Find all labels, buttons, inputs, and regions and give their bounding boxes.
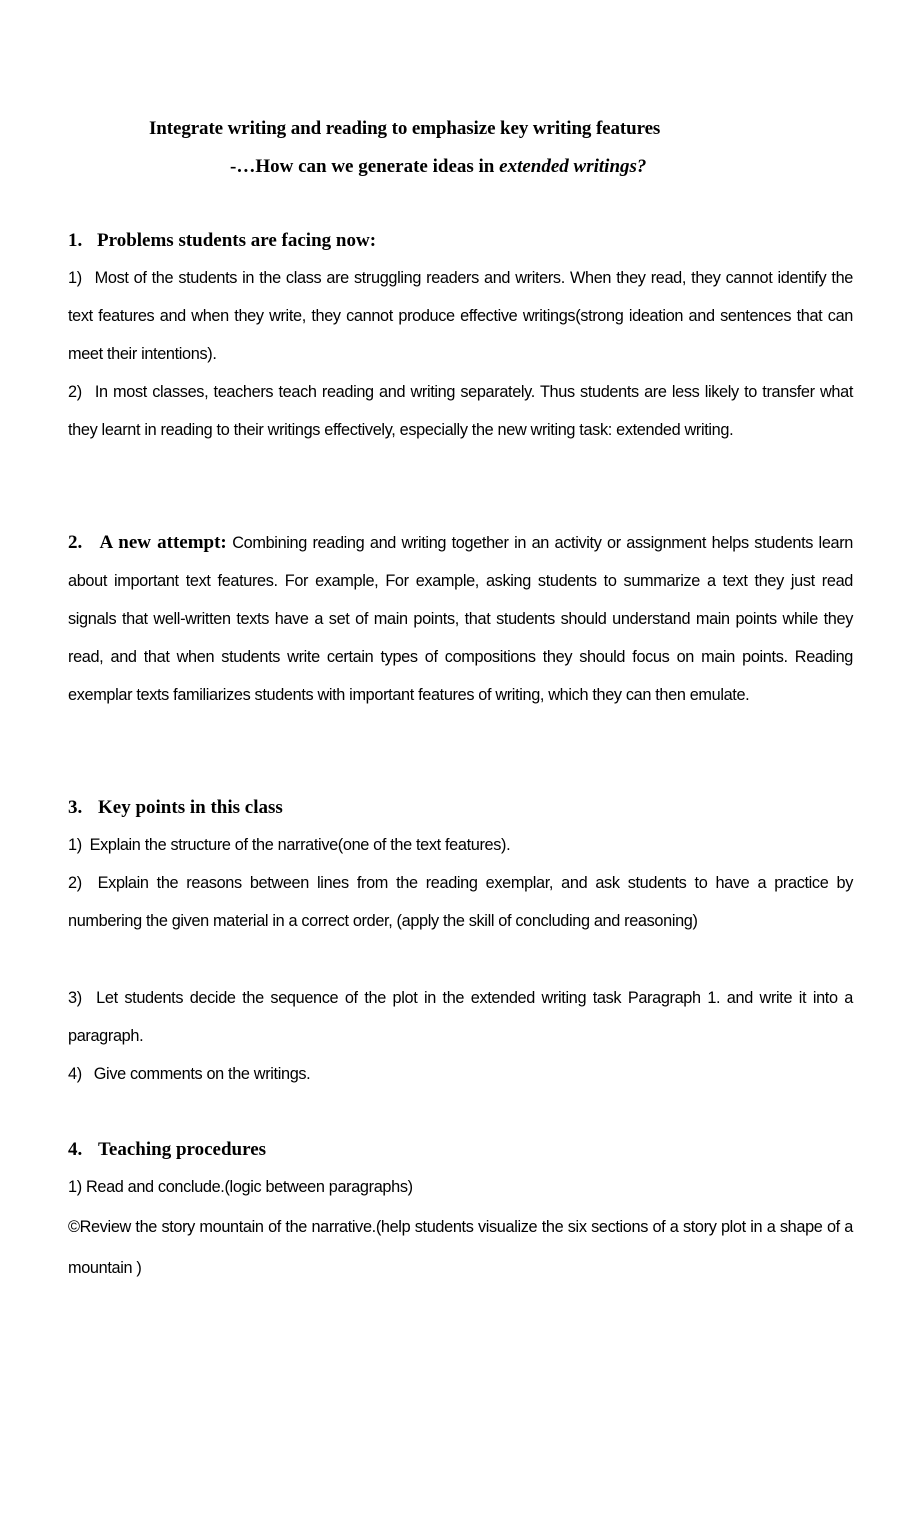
section-3-heading [68,796,283,820]
section-number: 1. [68,230,83,251]
section-3-item-1: 1) Explain the structure of the narrative(one of the text features). [68,836,511,854]
section-1-item-1 [68,259,853,373]
section-2-body [68,524,853,714]
section-2-heading [68,532,227,553]
document-title: Integrate writing and reading to emphasize key writing features [149,118,661,139]
section-body-text: Combining reading and writing together in an activity or assignment helps students learn about important text features. For example, For example, asking students to summarize a text they just read signals that well-written texts have a set of main points, that students should understand main points while they read, and that when students write certain types of compositions they should focus on main points. Reading exemplar texts familiarizes students with important features of writing, which they can then emulate. [68,534,854,704]
section-number: 3. [68,797,83,818]
list-item: ©Review the story mountain of the narrative.(help students visualize the six sections of a story plot in a shape of a mountain ) [68,1218,853,1277]
section-4-heading [68,1138,266,1162]
list-item: 3) Let students decide the sequence of the plot in the extended writing task Paragraph 1. and write it into a paragraph. [68,989,853,1045]
subtitle-italic: extended writings? [499,156,647,177]
section-1-item-2 [68,373,853,449]
section-3-item-4: 4) Give comments on the writings. [68,1065,311,1083]
section-heading-text: Key points in this class [98,797,283,818]
section-heading-text: Teaching procedures [98,1139,267,1160]
list-item: 2) Explain the reasons between lines from the reading exemplar, and ask students to have a practice by numbering the given material in a correct order, (apply the skill of concluding and reasoning) [68,874,853,930]
section-heading-text: Problems students are facing now: [97,230,377,251]
section-4-item-2 [68,1207,853,1289]
section-1-heading [68,229,376,253]
section-3-item-3 [68,979,853,1055]
section-heading-text: A new attempt: [99,532,227,553]
list-item: 2) In most classes, teachers teach reading and writing separately. Thus students are less likely to transfer what they learnt in reading to their writings effectively, especially the new writing task: extended writing. [68,383,853,439]
section-3-item-2 [68,864,853,940]
document-subtitle [230,155,646,179]
subtitle-prefix: -…How can we generate ideas in [230,156,500,177]
section-number: 4. [68,1139,83,1160]
list-item: 1) Most of the students in the class are struggling readers and writers. When they read, they cannot identify the text features and when they write, they cannot produce effective writings(strong ideation and sentences that can meet their intentions). [68,269,853,363]
section-number: 2. [68,532,83,553]
section-4-item-1: 1) Read and conclude.(logic between paragraphs) [68,1178,413,1196]
section-2-paragraph [68,524,853,714]
